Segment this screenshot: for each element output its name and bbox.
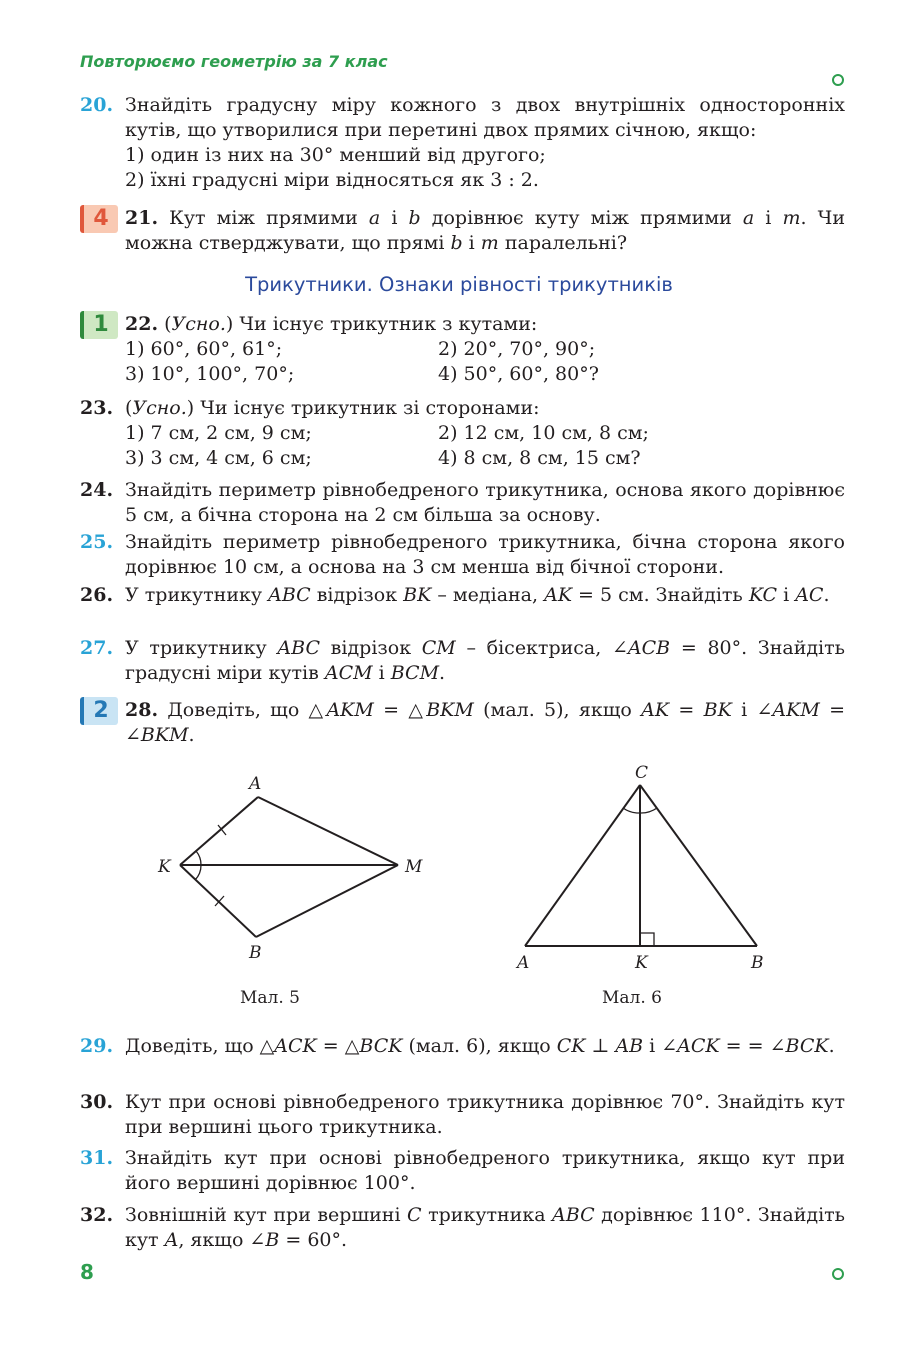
problem-29 <box>80 1034 845 1059</box>
footer-rule <box>0 1264 918 1284</box>
difficulty-level-badge: 2 <box>80 697 118 725</box>
options-grid <box>125 421 845 471</box>
problem-number: 32. <box>80 1204 114 1226</box>
figure-caption: Мал. 6 <box>602 988 662 1008</box>
problem-number: 26. <box>80 584 114 606</box>
page-number: 8 <box>80 1260 94 1284</box>
angle-arc <box>640 808 657 813</box>
problem-number: 31. <box>80 1147 114 1169</box>
segment-kb <box>180 865 256 937</box>
problem-text: У трикутнику ABC відрізок BK – медіана, AK = 5 см. Знайдіть KC і AC. <box>125 584 830 606</box>
vertex-label-a: A <box>249 774 262 794</box>
problem-text: Знайдіть кут при основі рівнобедреного трикутника, якщо кут при його вершині дорівнює 100°. <box>125 1147 845 1194</box>
problem-25 <box>80 530 845 580</box>
problem-text: Знайдіть периметр рівнобедреного трикутника, основа якого дорівнює 5 см, а бічна сторона на 2 см більша за основу. <box>125 479 845 526</box>
vertex-label-k: K <box>158 857 171 877</box>
problem-23 <box>80 396 845 471</box>
running-header: Повторюємо геометрію за 7 клас <box>80 52 388 71</box>
problem-text: 21. Кут між прямими a і b дорівнює куту між прямими a і m. Чи можна стверджувати, що прямі b і m паралельні? <box>125 207 846 254</box>
problem-24 <box>80 478 845 528</box>
segment-cb <box>640 785 757 946</box>
figure-5-kite <box>180 797 398 937</box>
problem-option: 3) 10°, 100°, 70°; <box>125 363 295 385</box>
difficulty-level-badge: 4 <box>80 205 118 233</box>
section-title: Трикутники. Ознаки рівності трикутників <box>245 273 673 296</box>
vertex-label-b: B <box>751 953 764 973</box>
problem-option: 1) 7 см, 2 см, 9 см; <box>125 422 312 444</box>
figure-6-triangle <box>525 785 757 946</box>
problem-number: 27. <box>80 637 114 659</box>
problem-number: 23. <box>80 397 114 419</box>
rule-end-circle <box>833 1269 843 1279</box>
figure-caption: Мал. 5 <box>240 988 300 1008</box>
problem-option: 4) 8 см, 8 см, 15 см? <box>438 447 641 469</box>
problem-28 <box>80 698 845 748</box>
problem-text: Зовнішній кут при вершині C трикутника ABC дорівнює 110°. Знайдіть кут A, якщо ∠B = 60°. <box>125 1204 845 1251</box>
segment-am <box>258 797 398 865</box>
header-rule <box>0 70 918 90</box>
problem-text: Знайдіть периметр рівнобедреного трикутника, бічна сторона якого дорівнює 10 см, а основа на 3 см менша від бічної сторони. <box>125 531 845 578</box>
problem-option: 2) 12 см, 10 см, 8 см; <box>438 422 649 444</box>
problem-21 <box>80 206 845 256</box>
problem-option: 3) 3 см, 4 см, 6 см; <box>125 447 312 469</box>
right-angle-mark <box>640 933 654 946</box>
problem-option: 2) 20°, 70°, 90°; <box>438 338 596 360</box>
problem-option: 1) 60°, 60°, 61°; <box>125 338 283 360</box>
problem-text: (Усно.) Чи існує трикутник зі сторонами: <box>125 397 540 419</box>
vertex-label-k: K <box>635 953 648 973</box>
angle-arc <box>623 808 640 813</box>
problem-text: У трикутнику ABC відрізок CM – бісектриса, ∠ACB = 80°. Знайдіть градусні міри кутів ACM і BCM. <box>125 637 845 684</box>
problem-option: 4) 50°, 60°, 80°? <box>438 363 599 385</box>
problem-26 <box>80 583 845 608</box>
problem-text: Доведіть, що △ACK = △BCK (мал. 6), якщо CK ⊥ AB і ∠ACK = = ∠BCK. <box>125 1035 835 1057</box>
segment-ka <box>180 797 258 865</box>
angle-arc <box>195 865 201 880</box>
vertex-label-c: C <box>635 763 649 783</box>
problem-31 <box>80 1146 845 1196</box>
vertex-label-a: A <box>517 953 530 973</box>
problem-number: 25. <box>80 531 114 553</box>
problem-27 <box>80 636 845 686</box>
problem-option: 1) один із них на 30° менший від другого; <box>125 144 546 166</box>
vertex-label-m: M <box>405 857 423 877</box>
problem-text: Знайдіть градусну міру кожного з двох внутрішніх односторонніх кутів, що утворилися при перетині двох прямих січною, якщо: <box>125 94 845 141</box>
difficulty-level-badge: 1 <box>80 311 118 339</box>
problem-option: 2) їхні градусні міри відносяться як 3 : 2. <box>125 169 539 191</box>
problem-32 <box>80 1203 845 1253</box>
figures-area <box>0 755 918 1025</box>
problem-number: 20. <box>80 94 114 116</box>
problem-22 <box>80 312 845 387</box>
problem-30 <box>80 1090 845 1140</box>
problem-20 <box>80 93 845 193</box>
options-grid <box>125 337 845 387</box>
problem-number: 29. <box>80 1035 114 1057</box>
problem-text: 22. (Усно.) Чи існує трикутник з кутами: <box>125 313 538 335</box>
segment-bm <box>256 865 398 937</box>
rule-end-circle <box>833 75 843 85</box>
segment-ac <box>525 785 640 946</box>
problem-text: Кут при основі рівнобедреного трикутника дорівнює 70°. Знайдіть кут при вершині цього трикутника. <box>125 1091 845 1138</box>
angle-arc <box>196 851 201 865</box>
problem-number: 30. <box>80 1091 114 1113</box>
vertex-label-b: B <box>249 943 262 963</box>
problem-text: 28. Доведіть, що △AKM = △BKM (мал. 5), якщо AK = BK і ∠AKM = ∠BKM. <box>125 699 846 746</box>
problem-number: 24. <box>80 479 114 501</box>
